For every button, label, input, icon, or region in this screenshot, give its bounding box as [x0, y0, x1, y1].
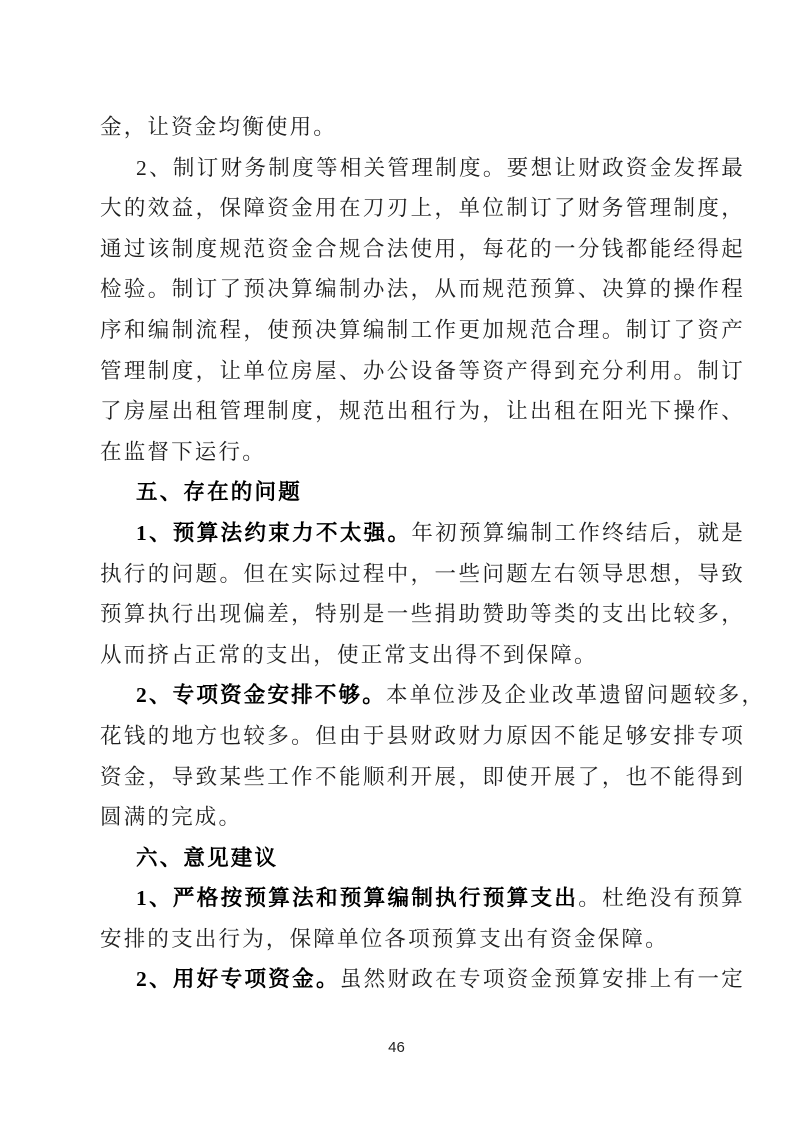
text-line: 2、制订财务制度等相关管理制度。要想让财政资金发挥最	[136, 155, 745, 180]
text-line: 大的效益，保障资金用在刀刃上，单位制订了财务管理制度，	[100, 196, 745, 221]
text-line: 金，让资金均衡使用。	[100, 115, 338, 139]
text-line: 1、严格按预算法和预算编制执行预算支出。杜绝没有预算	[136, 886, 745, 911]
text-line: 执行的问题。但在实际过程中，一些问题左右领导思想，导致	[100, 561, 745, 586]
text-line: 资金，导致某些工作不能顺利开展，即使开展了，也不能得到	[100, 764, 745, 789]
text-line: 2、专项资金安排不够。本单位涉及企业改革遗留问题较多，	[136, 683, 766, 708]
text-line: 检验。制订了预决算编制办法，从而规范预算、决算的操作程	[100, 277, 745, 302]
text-line: 圆满的完成。	[100, 805, 243, 830]
text-line: 安排的支出行为，保障单位各项预算支出有资金保障。	[100, 926, 669, 951]
section-heading-suggestions: 六、意见建议	[136, 845, 279, 870]
text-line: 了房屋出租管理制度，规范出租行为，让出租在阳光下操作、	[100, 399, 745, 424]
text-line: 2、用好专项资金。虽然财政在专项资金预算安排上有一定	[136, 967, 745, 992]
text-line: 在监督下运行。	[100, 439, 266, 464]
page-number: 46	[388, 1039, 405, 1056]
text-line: 序和编制流程，使预决算编制工作更加规范合理。制订了资产	[100, 317, 745, 342]
text-line: 通过该制度规范资金合规合法使用，每花的一分钱都能经得起	[100, 236, 745, 261]
text-line: 管理制度，让单位房屋、办公设备等资产得到充分利用。制订	[100, 358, 745, 383]
text-line: 花钱的地方也较多。但由于县财政财力原因不能足够安排专项	[100, 723, 745, 748]
text-line: 预算执行出现偏差，特别是一些捐助赞助等类的支出比较多，	[100, 602, 745, 627]
page-body	[100, 107, 766, 1000]
text-line: 1、预算法约束力不太强。年初预算编制工作终结后，就是	[136, 520, 745, 545]
section-heading-problems: 五、存在的问题	[136, 480, 302, 505]
text-line: 从而挤占正常的支出，使正常支出得不到保障。	[100, 642, 598, 667]
